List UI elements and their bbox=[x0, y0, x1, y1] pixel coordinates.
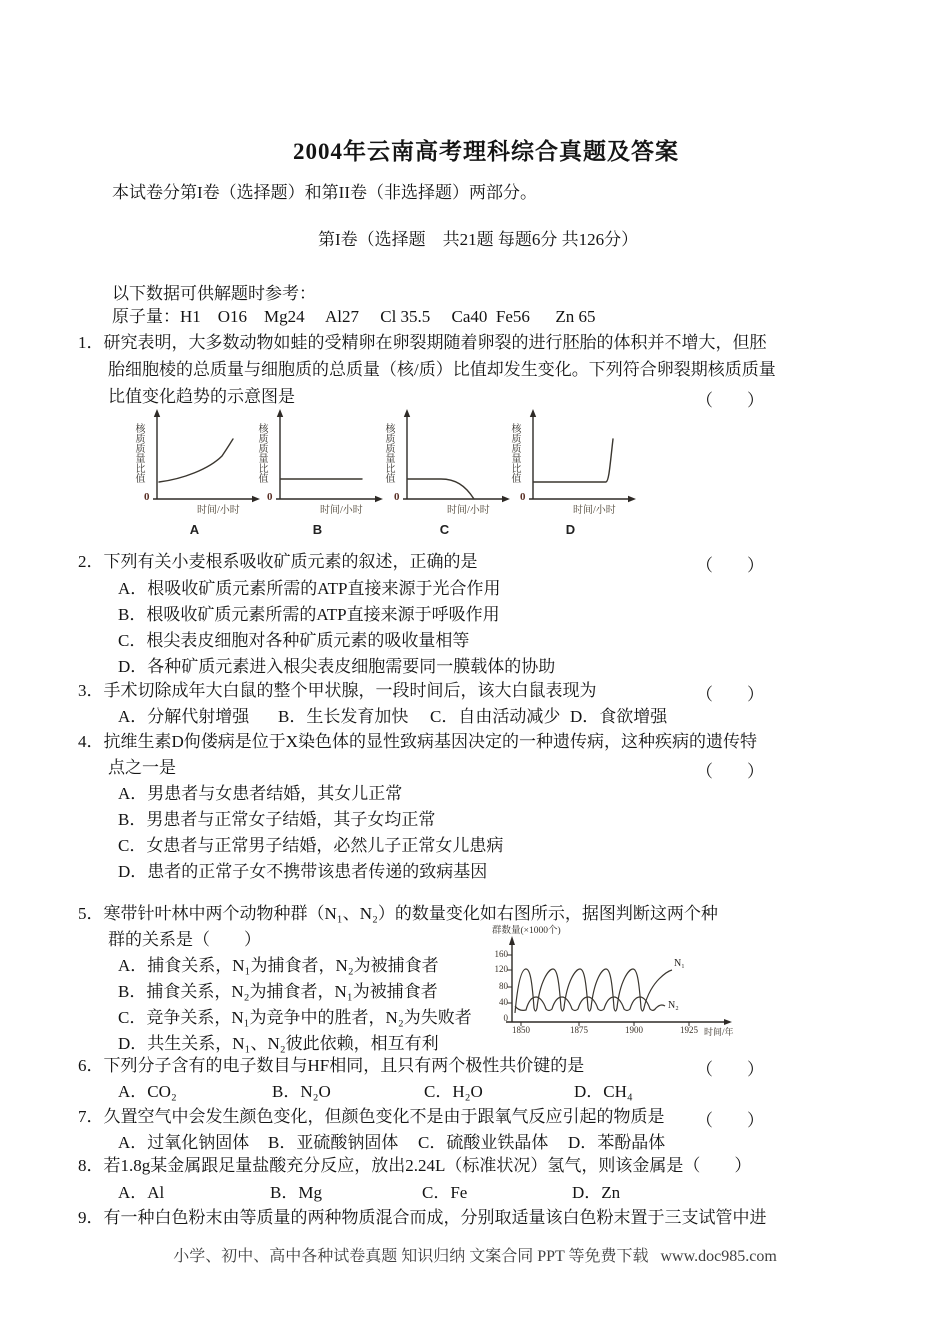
q7-option-b: B．亚硫酸钠固体 bbox=[268, 1133, 399, 1152]
q5-series-n1-label: N₁ bbox=[674, 958, 685, 969]
q4-line-2: 点之一是 bbox=[108, 758, 176, 777]
q5-xtick-1875: 1875 bbox=[570, 1025, 588, 1035]
hint-line: 以下数据可供解题时参考： bbox=[112, 284, 316, 303]
q4-answer-blank: （ ） bbox=[696, 762, 764, 781]
q7-answer-blank: （ ） bbox=[696, 1111, 764, 1130]
q1-graph-b-ylabel: 核质质量比值 bbox=[256, 423, 267, 483]
section-heading: 第I卷（选择题 共21题 每题6分 共126分） bbox=[318, 230, 639, 249]
q5-option-d: D．共生关系，N₁、N₂彼此依赖，相互有利 bbox=[118, 1034, 439, 1053]
q1-graph-c-origin: 0 bbox=[394, 491, 400, 503]
q2-answer-blank: （ ） bbox=[696, 556, 764, 575]
q2-option-b: B．根吸收矿质元素所需的ATP直接来源于呼吸作用 bbox=[118, 605, 500, 624]
q1-graph-d-xlabel: 时间/小时 bbox=[573, 505, 616, 516]
q3-option-d: D．食欲增强 bbox=[570, 707, 668, 726]
q8-option-a: A．Al bbox=[118, 1183, 165, 1202]
q1-graph-b-origin: 0 bbox=[267, 491, 273, 503]
q5-ytick-120: 120 bbox=[494, 964, 508, 974]
q5-ytick-80: 80 bbox=[499, 981, 508, 991]
q1-graph-b-letter: B bbox=[312, 522, 323, 537]
q5-chart-xlabel: 时间/年 bbox=[704, 1027, 734, 1037]
q6-option-a: A．CO₂ bbox=[118, 1082, 177, 1101]
q1-graph-a-ylabel: 核质质量比值 bbox=[133, 423, 144, 483]
q7-option-a: A．过氧化钠固体 bbox=[118, 1133, 250, 1152]
q4-line-1: 4．抗维生素D佝偻病是位于X染色体的显性致病基因决定的一种遗传病，这种疾病的遗传特 bbox=[78, 732, 758, 751]
q5-chart-title: 群数量(×1000个) bbox=[492, 926, 561, 936]
intro-line: 本试卷分第I卷（选择题）和第II卷（非选择题）两部分。 bbox=[112, 183, 537, 202]
q1-graph-b bbox=[250, 409, 385, 544]
q8-option-c: C．Fe bbox=[422, 1183, 468, 1202]
q1-graph-d-ylabel: 核质质量比值 bbox=[509, 423, 520, 483]
q5-option-c: C．竞争关系，N₁为竞争中的胜者，N₂为失败者 bbox=[118, 1008, 472, 1027]
q7-option-d: D．苯酚晶体 bbox=[568, 1133, 666, 1152]
q5-chart-plot bbox=[480, 918, 748, 1036]
q6-answer-blank: （ ） bbox=[696, 1060, 764, 1079]
q5-ytick-40: 40 bbox=[499, 997, 508, 1007]
q1-graph-b-xlabel: 时间/小时 bbox=[320, 505, 363, 516]
q1-graph-c-curve bbox=[408, 479, 474, 499]
q1-graph-c bbox=[377, 409, 512, 544]
q4-option-d: D．患者的正常子女不携带该患者传递的致病基因 bbox=[118, 862, 488, 881]
q5-xtick-1900: 1900 bbox=[625, 1025, 643, 1035]
q1-line-3: 比值变化趋势的示意图是 bbox=[108, 387, 295, 406]
q1-graph-d-origin: 0 bbox=[520, 491, 526, 503]
q5-xtick-1850: 1850 bbox=[512, 1025, 530, 1035]
q6-option-b: B．N₂O bbox=[272, 1082, 331, 1101]
q1-graph-d bbox=[503, 409, 638, 544]
q5-option-a: A．捕食关系，N₁为捕食者，N₂为被捕食者 bbox=[118, 956, 439, 975]
q1-graph-d-curve bbox=[534, 439, 613, 482]
q1-line-1: 1．研究表明，大多数动物如蛙的受精卵在卵裂期随着卵裂的进行胚胎的体积并不增大，但胚 bbox=[78, 333, 767, 352]
q1-graph-c-ylabel: 核质质量比值 bbox=[383, 423, 394, 483]
q4-option-b: B．男患者与正常女子结婚，其子女均正常 bbox=[118, 810, 436, 829]
q5-ytick-0: 0 bbox=[503, 1013, 508, 1023]
q3-option-c: C．自由活动减少 bbox=[430, 707, 561, 726]
q6-option-d: D．CH₄ bbox=[574, 1082, 633, 1101]
q5-xtick-1925: 1925 bbox=[680, 1025, 698, 1035]
q5-line-1: 5．寒带针叶林中两个动物种群（N₁、N₂）的数量变化如右图所示，据图判断这两个种 bbox=[78, 904, 718, 923]
q4-option-a: A．男患者与女患者结婚，其女儿正常 bbox=[118, 784, 403, 803]
q5-option-b: B．捕食关系，N₂为捕食者，N₁为被捕食者 bbox=[118, 982, 438, 1001]
q8-option-d: D．Zn bbox=[572, 1183, 621, 1202]
q3-option-a: A．分解代射增强 bbox=[118, 707, 250, 726]
q8-option-b: B．Mg bbox=[270, 1183, 322, 1202]
q6-option-c: C．H₂O bbox=[424, 1082, 483, 1101]
q7-option-c: C．硫酸业铁晶体 bbox=[418, 1133, 549, 1152]
q1-graph-a-xlabel: 时间/小时 bbox=[197, 505, 240, 516]
q5-series-n2-label: N₂ bbox=[668, 1000, 679, 1011]
q1-graph-a bbox=[127, 409, 262, 544]
q3-line-1: 3．手术切除成年大白鼠的整个甲状腺，一段时间后，该大白鼠表现为 bbox=[78, 681, 597, 700]
q1-graph-c-letter: C bbox=[439, 522, 450, 537]
q2-option-c: C．根尖表皮细胞对各种矿质元素的吸收量相等 bbox=[118, 631, 470, 650]
q1-graph-a-letter: A bbox=[189, 522, 200, 537]
q8-line-1: 8．若1.8g某金属跟足量盐酸充分反应，放出2.24L（标准状况）氢气，则该金属是（ ） bbox=[78, 1156, 752, 1175]
q2-line-1: 2．下列有关小麦根系吸收矿质元素的叙述，正确的是 bbox=[78, 552, 478, 571]
q2-option-d: D．各种矿质元素进入根尖表皮细胞需要同一膜载体的协助 bbox=[118, 657, 556, 676]
q1-graph-a-curve bbox=[159, 439, 233, 482]
page-title: 2004年云南高考理科综合真题及答案 bbox=[293, 139, 679, 164]
q5-line-2: 群的关系是（ ） bbox=[108, 930, 261, 949]
footer-line: 小学、初中、高中各种试卷真题 知识归纳 文案合同 PPT 等免费下载 www.doc985.com bbox=[173, 1248, 777, 1265]
q1-graph-a-origin: 0 bbox=[144, 491, 150, 503]
q5-population-chart bbox=[480, 918, 748, 1048]
q4-option-c: C．女患者与正常男子结婚，必然儿子正常女儿患病 bbox=[118, 836, 504, 855]
q2-option-a: A．根吸收矿质元素所需的ATP直接来源于光合作用 bbox=[118, 579, 501, 598]
q5-ytick-160: 160 bbox=[494, 949, 508, 959]
q7-line-1: 7．久置空气中会发生颜色变化，但颜色变化不是由于跟氧气反应引起的物质是 bbox=[78, 1107, 665, 1126]
q1-answer-blank: （ ） bbox=[696, 391, 764, 410]
q1-graph-c-xlabel: 时间/小时 bbox=[447, 505, 490, 516]
q9-line-1: 9．有一种白色粉末由等质量的两种物质混合而成，分别取适量该白色粉末置于三支试管中进 bbox=[78, 1208, 767, 1227]
q6-line-1: 6．下列分子含有的电子数目与HF相同，且只有两个极性共价键的是 bbox=[78, 1056, 585, 1075]
q3-answer-blank: （ ） bbox=[696, 685, 764, 704]
q3-option-b: B．生长发育加快 bbox=[278, 707, 409, 726]
q1-graph-d-letter: D bbox=[565, 522, 576, 537]
atomic-masses-line: 原子量：H1 O16 Mg24 Al27 Cl 35.5 Ca40 Fe56 Zn 65 bbox=[112, 307, 596, 326]
q1-line-2: 胎细胞棱的总质量与细胞质的总质量（核/质）比值却发生变化。下列符合卵裂期核质质量 bbox=[108, 360, 776, 379]
